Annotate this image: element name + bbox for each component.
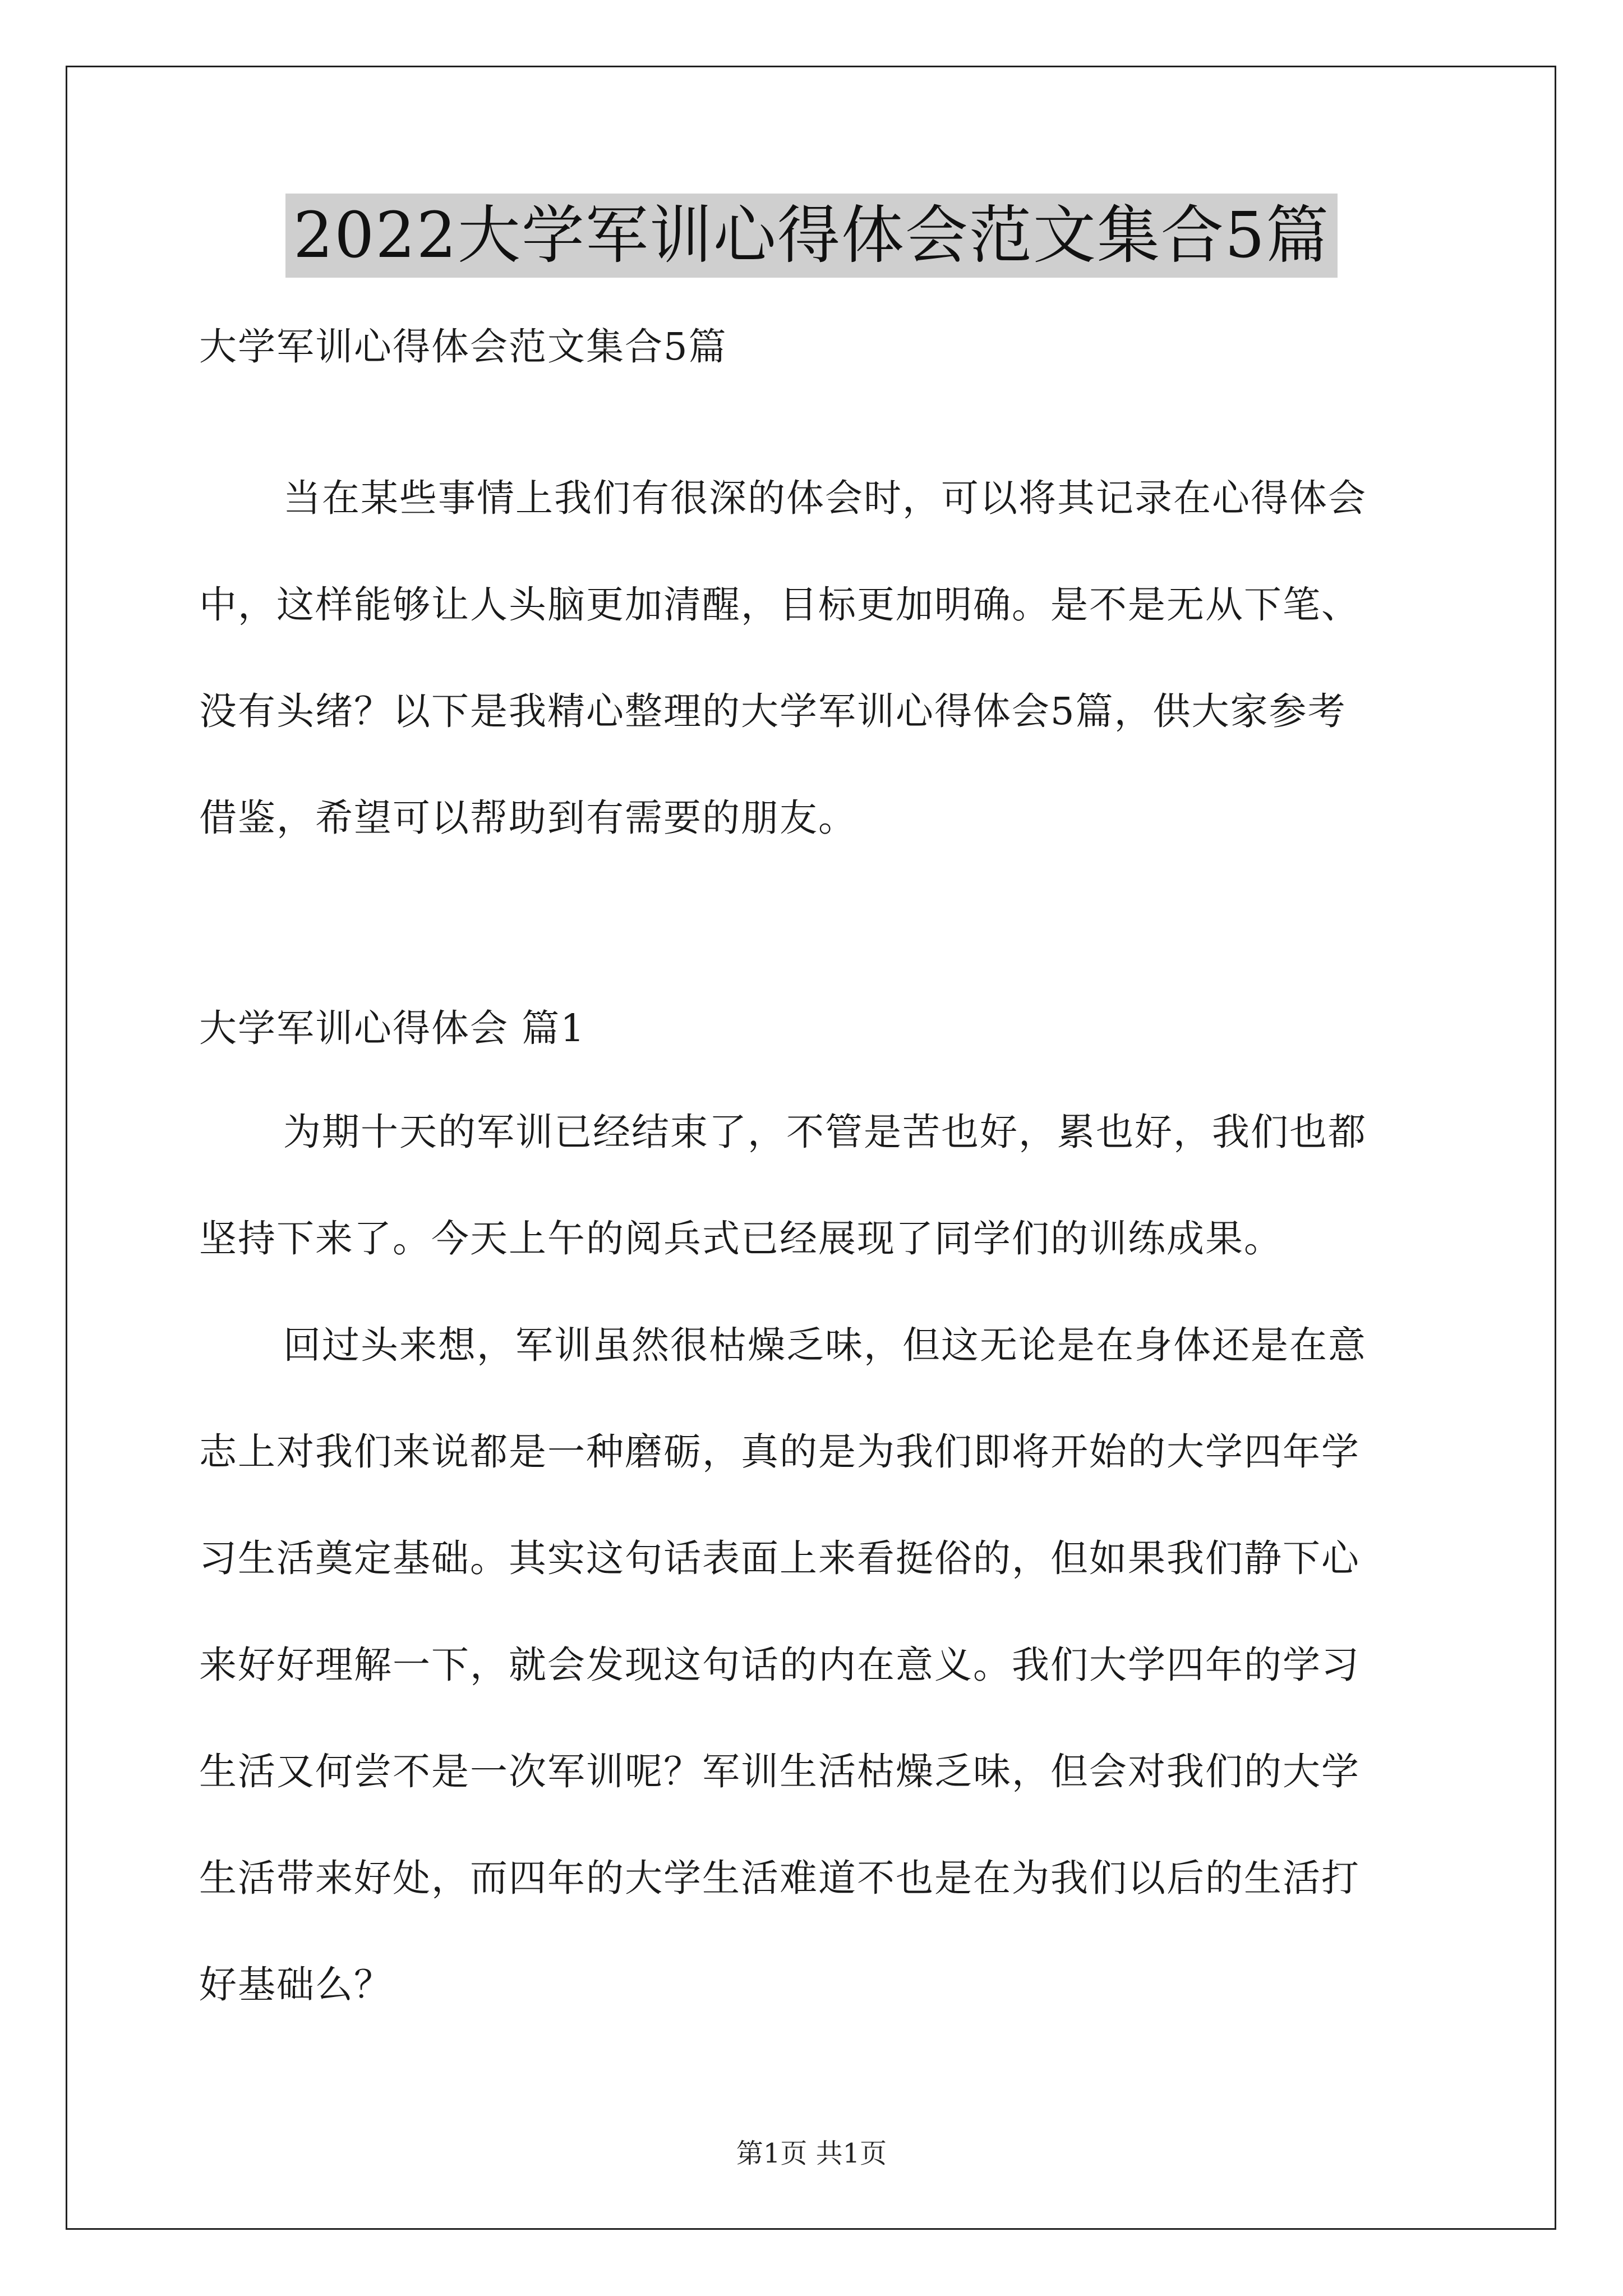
page-footer: 第1页 共1页 — [736, 2138, 887, 2169]
paragraph-line: 志上对我们来说都是一种磨砺，真的是为我们即将开始的大学四年学 — [199, 1430, 1360, 1474]
title-container — [0, 194, 1623, 278]
paragraph-line: 习生活奠定基础。其实这句话表面上来看挺俗的，但如果我们静下心 — [199, 1536, 1360, 1580]
document-title: 2022大学军训心得体会范文集合5篇 — [285, 194, 1338, 278]
paragraph-line: 生活又何尝不是一次军训呢？军训生活枯燥乏味，但会对我们的大学 — [199, 1750, 1360, 1793]
intro-line: 借鉴，希望可以帮助到有需要的朋友。 — [199, 796, 857, 840]
paragraph-line: 好基础么？ — [199, 1963, 393, 2007]
intro-line: 中，这样能够让人头脑更加清醒，目标更加明确。是不是无从下笔、 — [199, 583, 1360, 627]
paragraph-line: 坚持下来了。今天上午的阅兵式已经展现了同学们的训练成果。 — [199, 1217, 1283, 1260]
paragraph-line: 来好好理解一下，就会发现这句话的内在意义。我们大学四年的学习 — [199, 1643, 1360, 1687]
intro-line: 当在某些事情上我们有很深的体会时，可以将其记录在心得体会 — [283, 476, 1367, 520]
section-heading: 大学军训心得体会 篇1 — [199, 1006, 585, 1050]
paragraph-line: 回过头来想，军训虽然很枯燥乏味，但这无论是在身体还是在意 — [283, 1323, 1367, 1367]
paragraph-line: 为期十天的军训已经结束了，不管是苦也好，累也好，我们也都 — [283, 1110, 1367, 1154]
subtitle: 大学军训心得体会范文集合5篇 — [199, 325, 727, 369]
intro-line: 没有头绪？以下是我精心整理的大学军训心得体会5篇，供大家参考 — [199, 689, 1347, 733]
paragraph-line: 生活带来好处，而四年的大学生活难道不也是在为我们以后的生活打 — [199, 1856, 1360, 1900]
